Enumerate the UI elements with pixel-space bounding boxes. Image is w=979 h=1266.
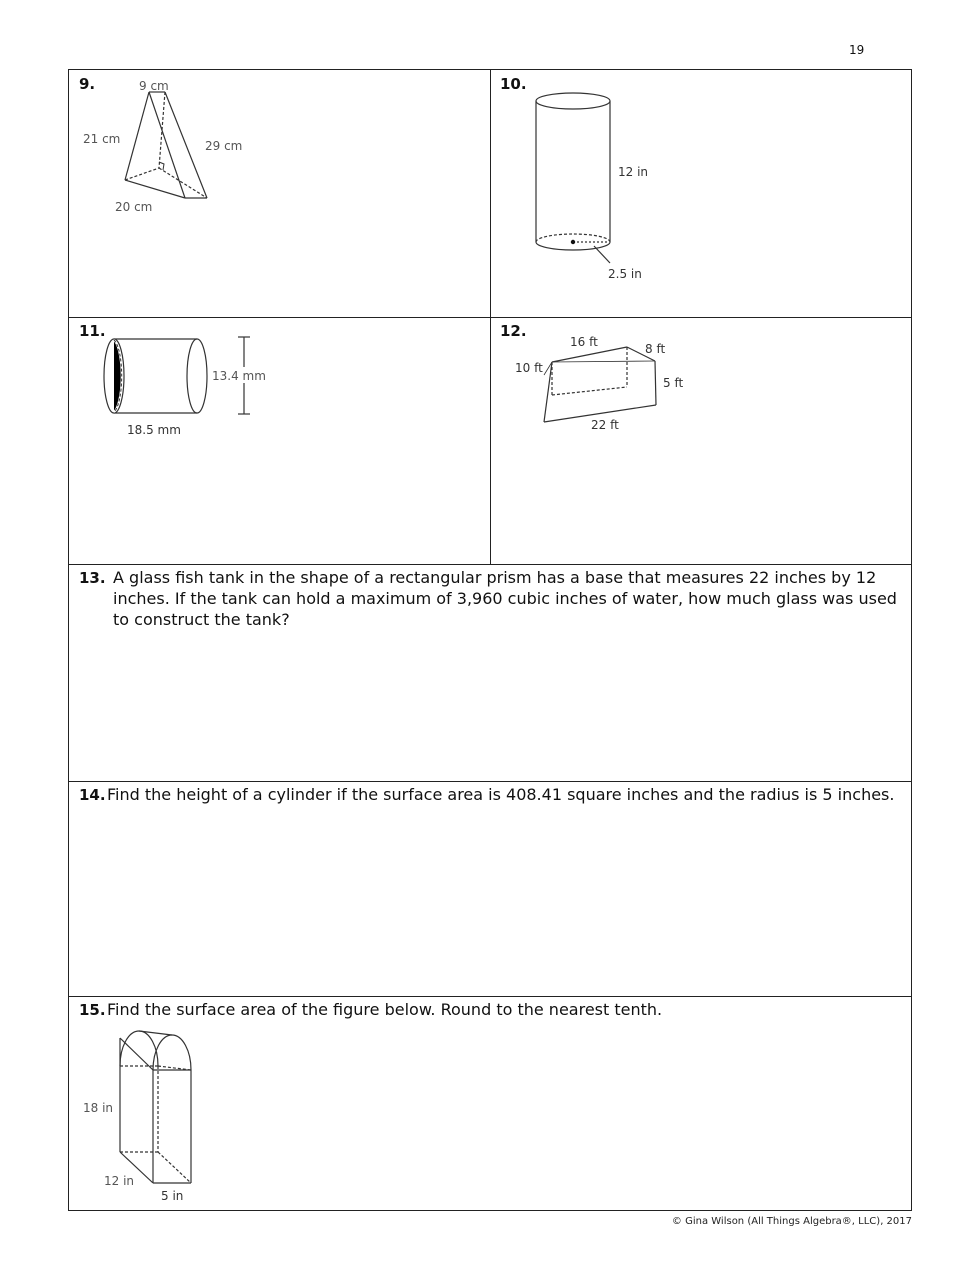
problem-14 [69,781,913,996]
label-18in: 18 in [83,1101,114,1115]
label-29cm: 29 cm [205,139,243,153]
label-12in: 12 in [104,1174,135,1188]
label-height: 12 in [618,165,649,179]
horizontal-cylinder-figure [69,317,309,447]
label-20cm: 20 cm [115,200,153,214]
cylinder-figure [490,70,690,290]
problem-number: 12. [500,322,527,340]
label-16ft: 16 ft [570,335,598,349]
label-5in: 5 in [161,1189,184,1203]
label-length: 18.5 mm [127,423,181,437]
problem-10 [490,70,913,317]
label-21cm: 21 cm [83,132,121,146]
problem-12 [490,317,913,564]
problem-13 [69,564,913,781]
problem-9 [69,70,490,317]
problem-text: A glass fish tank in the shape of a rectangular prism has a base that measures 22 inches by 12 inches. If the tank can hold a maximum of 3,960 cubic inches of water, how much glass was used to construct the tank? [113,568,897,629]
label-9cm: 9 cm [139,79,169,93]
problem-number: 15. [79,1001,106,1019]
triangular-prism-figure [69,70,269,220]
problem-number: 13. [79,569,106,587]
problem-number: 9. [79,75,96,93]
problem-text: Find the surface area of the figure below. Round to the nearest tenth. [107,1000,663,1019]
copyright-footer: © Gina Wilson (All Things Algebra®, LLC), 2017 [671,1216,912,1227]
label-10ft: 10 ft [515,361,543,375]
problem-15 [69,996,913,1212]
label-22ft: 22 ft [591,418,619,432]
problem-number: 10. [500,75,527,93]
label-5ft: 5 ft [663,376,684,390]
problem-11 [69,317,490,564]
label-8ft: 8 ft [645,342,666,356]
problem-number: 14. [79,786,106,804]
composite-figure [69,1026,229,1206]
worksheet-grid [68,69,912,1211]
page-number: 19 [849,43,865,57]
label-diameter: 13.4 mm [212,369,266,383]
problem-text: Find the height of a cylinder if the surface area is 408.41 square inches and the radius is 5 inches. [107,785,895,804]
trapezoidal-prism-figure [490,317,730,447]
label-radius: 2.5 in [608,267,642,281]
problem-number: 11. [79,322,106,340]
